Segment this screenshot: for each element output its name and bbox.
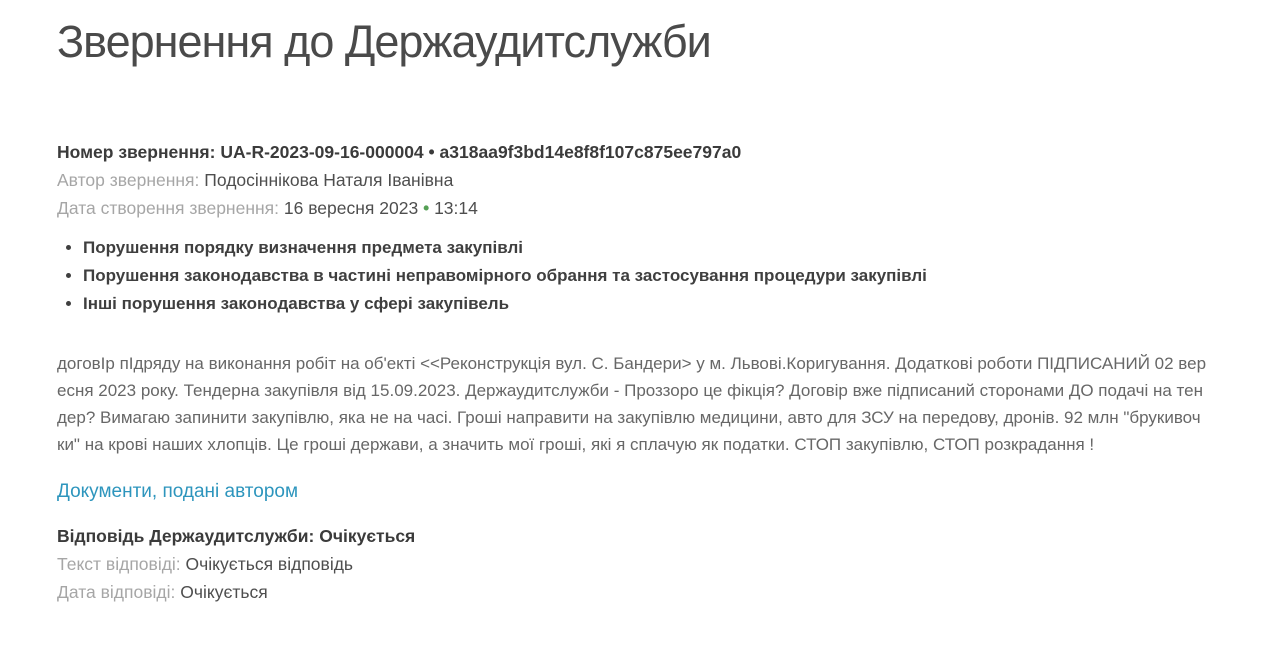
appeal-created-line [57,194,1205,222]
appeal-meta [57,138,1205,222]
violation-item [83,234,1205,262]
violation-item [83,290,1205,318]
violations-list [57,234,1205,318]
violation-item-label: Порушення законодавства в частині неправомірного обрання та застосування процедури закупівлі [83,266,927,285]
created-date-value: 16 вересня 2023 [283,198,419,218]
response-text-label: Текст відповіді: [57,554,181,574]
response-status-value: Очікується [319,526,416,546]
documents-link[interactable]: Документи, подані автором [57,481,299,502]
response-text-line [57,550,1205,578]
violation-item [83,262,1205,290]
author-value: Подосіннікова Наталя Іванівна [204,170,454,190]
page-title: Звернення до Держаудитслужби [57,16,711,67]
appeal-number-line [57,138,1205,166]
response-section [57,522,1205,606]
violation-item-label: Інші порушення законодавства у сфері закупівель [83,294,510,313]
response-text-value: Очікується відповідь [185,554,354,574]
appeal-hash-value: a318aa9f3bd14e8f8f107c875ee797a0 [439,142,742,162]
author-label: Автор звернення: [57,170,200,190]
appeal-number-label: Номер звернення: [57,142,216,162]
time-separator-dot: • [423,198,430,218]
appeal-number-value: UA-R-2023-09-16-000004 [220,142,424,162]
complaint-text: договІр пІдряду на виконання робіт на об'екті <<Реконструкція вул. С. Бандери> у м. Львові.Коригування. Додаткові роботи ПІДПИСАНИЙ 02 вересня 2023 року. Тендерна закупівля від 15.09.2023. Держаудитслужби - Проззоро це фікція? Договір вже підписаний сторонами ДО подачі на тендер? Вимагаю запинити закупівлю, яка не на часі. Гроші направити на закупівлю медицини, авто для ЗСУ на передову, дронів. 92 млн "брукивочки" на крові наших хлопців. Це гроші держави, а значить мої гроші, які я сплачую як податки. СТОП закупівлю, СТОП розкрадання ! [57,354,1207,454]
number-separator-dot: • [428,142,435,162]
appeal-author-line [57,166,1205,194]
response-date-value: Очікується [180,582,268,602]
response-date-label: Дата відповіді: [57,582,176,602]
response-header-line [57,522,1205,550]
response-date-line [57,578,1205,606]
response-header-label: Відповідь Держаудитслужби: [57,526,315,546]
violation-item-label: Порушення порядку визначення предмета закупівлі [83,238,523,257]
created-time-value: 13:14 [434,198,478,218]
created-date-label: Дата створення звернення: [57,198,279,218]
